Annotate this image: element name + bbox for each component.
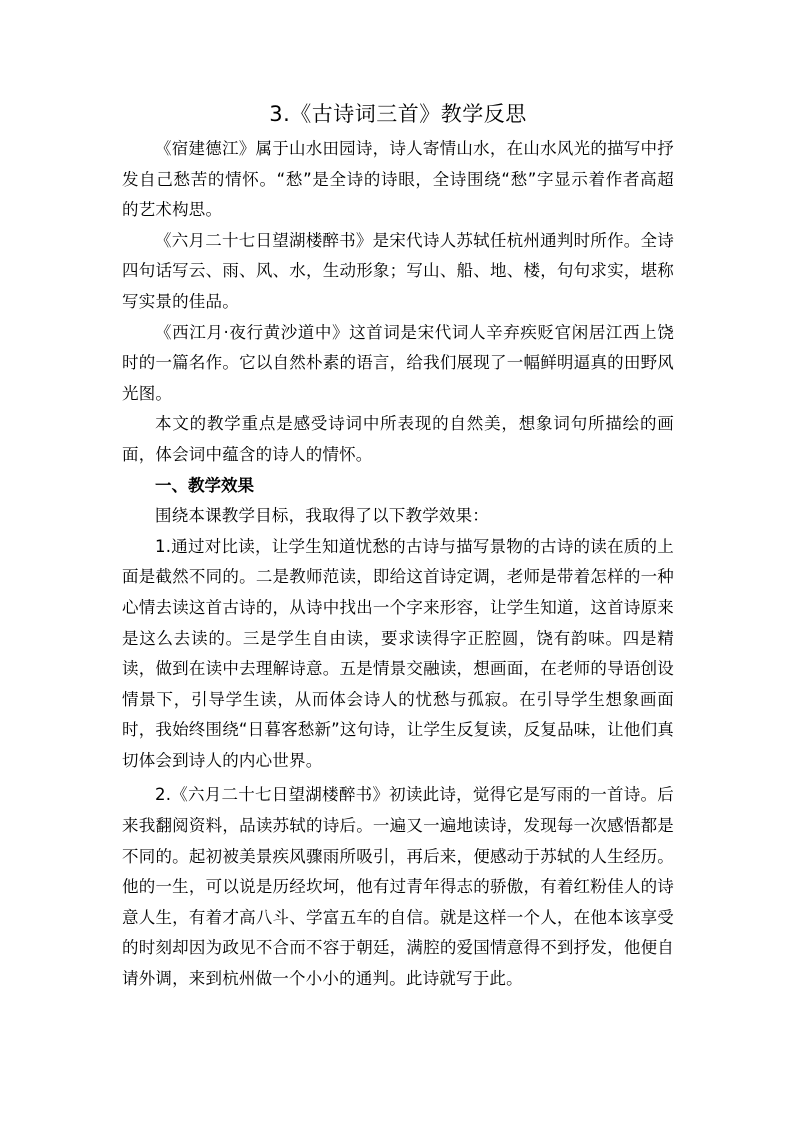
document-page: [122, 96, 674, 995]
document-title: 3.《古诗词三首》教学反思: [269, 102, 527, 126]
paragraph-xijiangyue: 《西江月·夜行黄沙道中》这首词是宋代词人辛弃疾贬官闲居江西上饶时的一篇名作。它以自然朴素的语言，给我们展现了一幅鲜明逼真的田野风光图。: [122, 322, 674, 403]
point-2: 2.《六月二十七日望湖楼醉书》初读此诗，觉得它是写雨的一首诗。后来我翻阅资料，品读苏轼的诗后。一遍又一遍地读诗，发现每一次感悟都是不同的。起初被美景疾风骤雨所吸引，再后来，便感动于苏轼的人生经历。他的一生，可以说是历经坎坷，他有过青年得志的骄傲，有着红粉佳人的诗意人生，有着才高八斗、学富五车的自信。就是这样一个人，在他本该享受的时刻却因为政见不合而不容于朝廷，满腔的爱国情意得不到抒发，他便自请外调，来到杭州做一个小小的通判。此诗就写于此。: [122, 785, 674, 989]
section-intro: 围绕本课教学目标，我取得了以下教学效果：: [155, 506, 489, 526]
paragraph-teaching-focus: 本文的教学重点是感受诗词中所表现的自然美，想象词句所描绘的画面，体会词中蕴含的诗人的情怀。: [122, 414, 674, 464]
paragraph-suxian: 《宿建德江》属于山水田园诗，诗人寄情山水，在山水风光的描写中抒发自己愁苦的情怀。“愁”是全诗的诗眼，全诗围绕“愁”字显示着作者高超的艺术构思。: [122, 139, 674, 220]
paragraph-wanghulou: 《六月二十七日望湖楼醉书》是宋代诗人苏轼任杭州通判时所作。全诗四句话写云、雨、风、水，生动形象；写山、船、地、楼，句句求实，堪称写实景的佳品。: [122, 230, 674, 311]
section-heading: 一、教学效果: [155, 475, 254, 495]
point-1: 1.通过对比读，让学生知道忧愁的古诗与描写景物的古诗的读在质的上面是截然不同的。二是教师范读，即给这首诗定调，老师是带着怎样的一种心情去读这首古诗的，从诗中找出一个字来形容，让学生知道，这首诗原来是这么去读的。三是学生自由读，要求读得字正腔圆，饶有韵味。四是精读，做到在读中去理解诗意。五是情景交融读，想画面，在老师的导语创设情景下，引导学生读，从而体会诗人的忧愁与孤寂。在引导学生想象画面时，我始终围绕“日暮客愁新”这句诗，让学生反复读，反复品味，让他们真切体会到诗人的内心世界。: [122, 536, 674, 770]
